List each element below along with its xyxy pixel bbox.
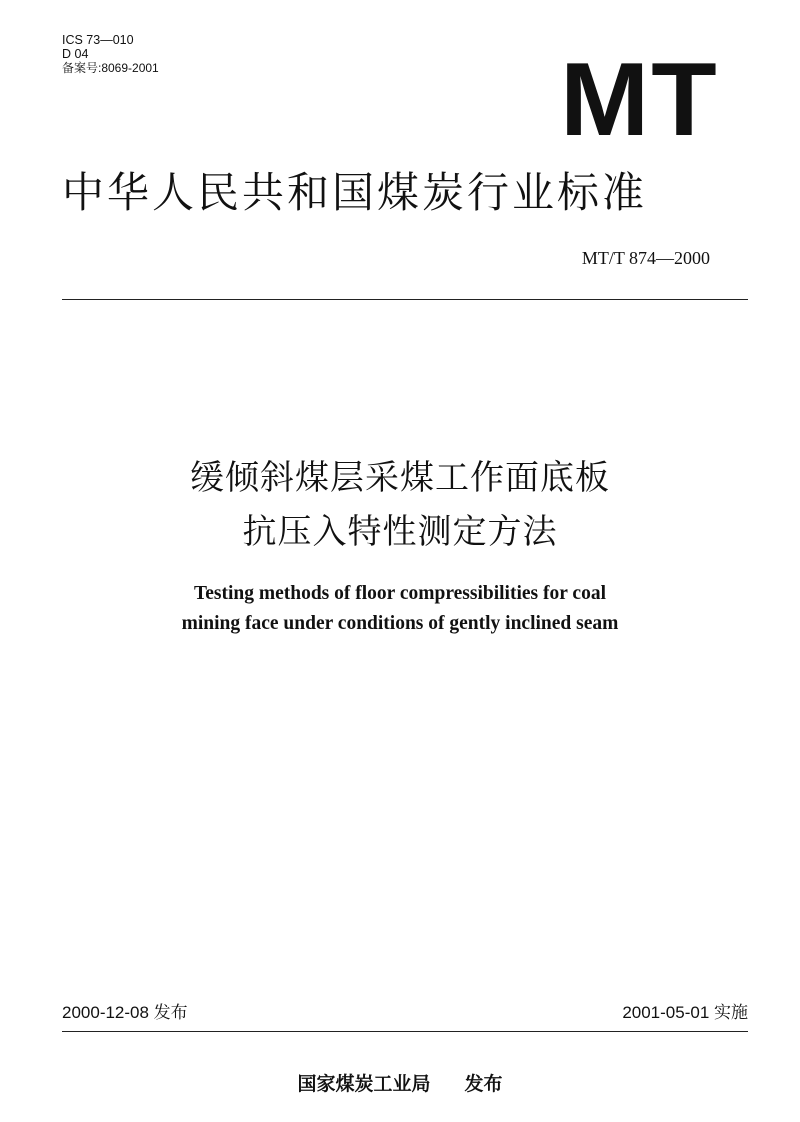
issue-action: 发布: [464, 1073, 503, 1095]
footer-divider: [62, 1031, 748, 1032]
chinese-title-line-2: 抗压入特性测定方法: [242, 512, 558, 552]
header-divider: [62, 299, 748, 300]
ics-code: ICS 73—010: [62, 33, 134, 47]
issuer-name: 国家煤炭工业局: [297, 1073, 431, 1095]
standard-category-title: 中华人民共和国煤炭行业标准: [62, 168, 648, 217]
chinese-title-line-1: 缓倾斜煤层采煤工作面底板: [190, 458, 610, 498]
english-title-line-2: mining face under conditions of gently inclined seam: [181, 613, 619, 634]
classification-code: D 04: [62, 47, 89, 61]
issuing-authority: [0, 1070, 800, 1098]
implementation-date: 2001-05-01 实施: [622, 1003, 748, 1022]
standard-number: MT/T 874—2000: [581, 248, 710, 268]
english-title-line-1: Testing methods of floor compressibilities for coal: [193, 583, 606, 604]
issue-date: 2000-12-08 发布: [62, 1003, 188, 1022]
mt-logo: MT: [560, 42, 719, 158]
filing-number: 备案号:8069-2001: [62, 61, 159, 75]
